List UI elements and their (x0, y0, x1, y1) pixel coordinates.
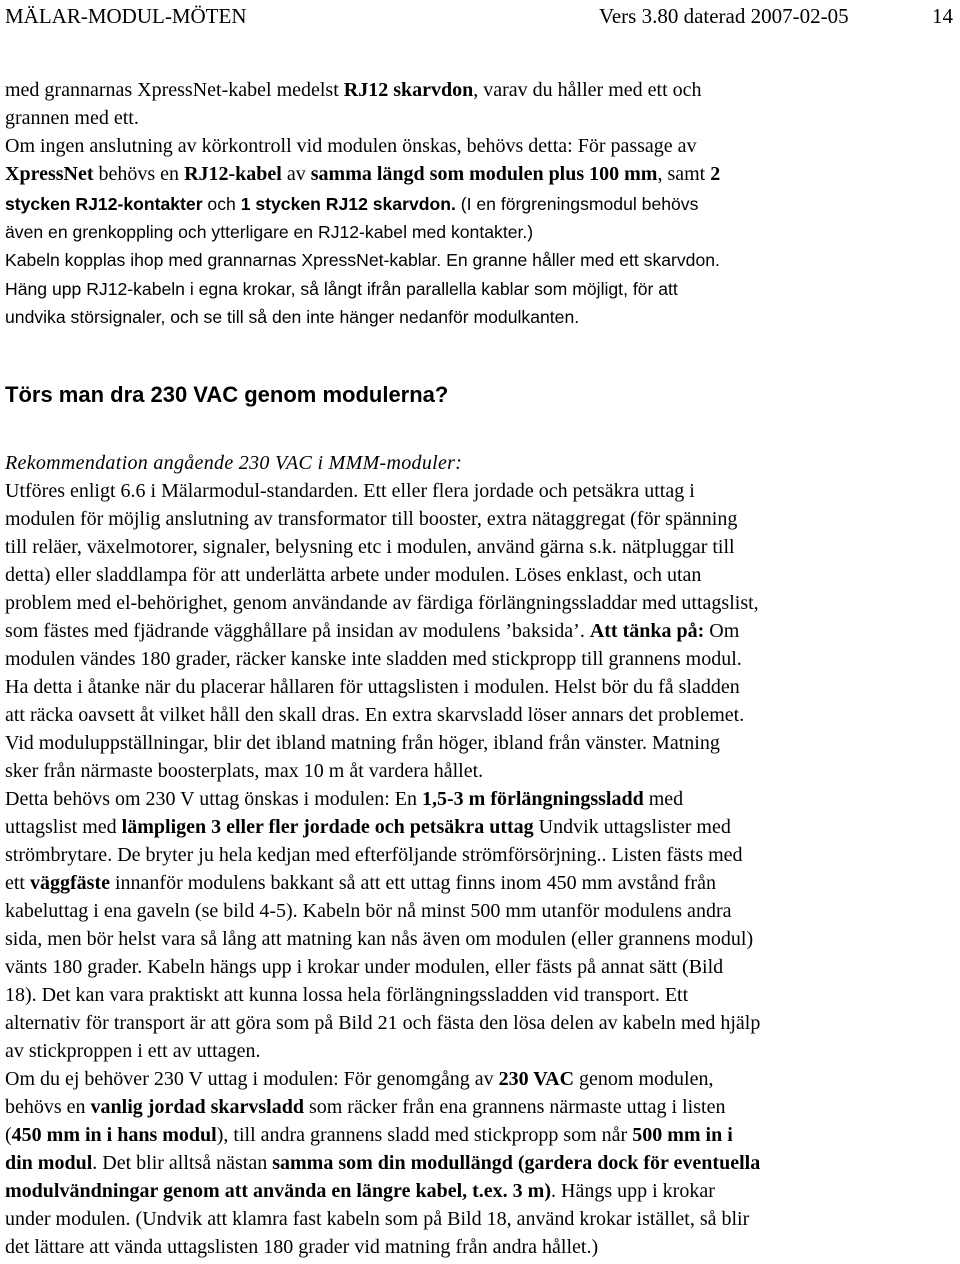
text-line: modulvändningar genom att använda en längre kabel, t.ex. 3 m). Hängs upp i krokar (5, 1180, 715, 1202)
text-line: stycken RJ12-kontakter och 1 stycken RJ12 skarvdon. (I en förgreningsmodul behövs (5, 194, 699, 214)
text-line: Om du ej behöver 230 V uttag i modulen: För genomgång av 230 VAC genom modulen, (5, 1068, 714, 1090)
text-line: med grannarnas XpressNet-kabel medelst RJ12 skarvdon, varav du håller med ett och (5, 79, 702, 101)
section-heading: Törs man dra 230 VAC genom modulerna? (5, 382, 449, 407)
text-line: även en grenkoppling och ytterligare en RJ12-kabel med kontakter.) (5, 222, 534, 243)
text-line: det lättare att vända uttagslisten 180 grader vid matning från andra hållet.) (5, 1236, 599, 1258)
text-line: Vid moduluppställningar, blir det ibland matning från höger, ibland från vänster. Matning (5, 732, 720, 754)
text-line: strömbrytare. De bryter ju hela kedjan med efterföljande strömförsörjning.. Listen fästs med (5, 844, 743, 866)
page-number: 14 (932, 4, 953, 28)
text-line: Häng upp RJ12-kabeln i egna krokar, så långt ifrån parallella kablar som möjligt, för att (5, 278, 678, 299)
text-line: uttagslist med lämpligen 3 eller fler jordade och petsäkra uttag Undvik uttagslister med (5, 816, 731, 838)
text-line: alternativ för transport är att göra som på Bild 21 och fästa den lösa delen av kabeln med hjälp (5, 1012, 761, 1034)
document-title: MÄLAR-MODUL-MÖTEN (5, 4, 247, 28)
text-line: XpressNet behövs en RJ12-kabel av samma längd som modulen plus 100 mm, samt 2 (5, 163, 721, 185)
text-line: till reläer, växelmotorer, signaler, belysning etc i modulen, använd gärna s.k. nätpluggar till (5, 536, 735, 558)
text-line: under modulen. (Undvik att klamra fast kabeln som på Bild 18, använd krokar istället, så blir (5, 1208, 750, 1230)
text-line: behövs en vanlig jordad skarvsladd som räcker från ena grannens närmaste uttag i listen (5, 1096, 726, 1118)
text-line: modulen vändes 180 grader, räcker kanske inte sladden med stickpropp till grannens modul. (5, 648, 742, 670)
text-line: att räcka oavsett åt vilket håll den skall dras. En extra skarvsladd löser annars det problemet. (5, 704, 745, 726)
version-info: Vers 3.80 daterad 2007-02-05 (599, 4, 849, 28)
text-line: din modul. Det blir alltså nästan samma som din modullängd (gardera dock för eventuella (5, 1152, 761, 1174)
text-line: av stickproppen i ett av uttagen. (5, 1040, 261, 1062)
text-line: kabeluttag i ena gaveln (se bild 4-5). Kabeln bör nå minst 500 mm utanför modulens andra (5, 900, 732, 922)
section-subheading: Rekommendation angående 230 VAC i MMM-moduler: (5, 452, 463, 474)
page-header (5, 4, 953, 32)
paragraph-rj12 (5, 190, 957, 331)
text-line: Kabeln kopplas ihop med grannarnas XpressNet-kablar. En granne håller med ett skarvdon. (5, 250, 720, 271)
text-line: modulen för möjlig anslutning av transformator till booster, extra nätaggregat (för spänning (5, 508, 738, 530)
paragraph-intro (5, 76, 957, 188)
text-line: vänts 180 grader. Kabeln hängs upp i krokar under modulen, eller fästs på annat sätt (Bild (5, 956, 724, 978)
text-line: ett väggfäste innanför modulens bakkant så att ett uttag finns inom 450 mm avstånd från (5, 872, 716, 894)
text-line: som fästes med fjädrande vägghållare på insidan av modulens ’baksida’. Att tänka på: Om (5, 620, 740, 642)
text-line: problem med el-behörighet, genom användande av färdiga förlängningssladdar med uttagslist, (5, 592, 759, 614)
text-line: (450 mm in i hans modul), till andra grannens sladd med stickpropp som når 500 mm in i (5, 1124, 733, 1146)
text-line: undvika störsignaler, och se till så den inte hänger nedanför modulkanten. (5, 306, 580, 327)
text-line: Ha detta i åtanke när du placerar hållaren för uttagslisten i modulen. Helst bör du få sladden (5, 676, 740, 698)
text-line: Om ingen anslutning av körkontroll vid modulen önskas, behövs detta: För passage av (5, 135, 697, 157)
text-line: grannen med ett. (5, 107, 139, 129)
text-line: Utföres enligt 6.6 i Mälarmodul-standarden. Ett eller flera jordade och petsäkra uttag i (5, 480, 695, 502)
text-line: 18). Det kan vara praktiskt att kunna lossa hela förlängningssladden vid transport. Ett (5, 984, 689, 1006)
text-line: detta) eller sladdlampa för att underlätta arbete under modulen. Löses enklast, och utan (5, 564, 702, 586)
text-line: sida, men bör helst vara så lång att matning kan nås även om modulen (eller grannens modul) (5, 928, 754, 950)
text-line: sker från närmaste boosterplats, max 10 m åt vardera hållet. (5, 760, 484, 782)
text-line: Detta behövs om 230 V uttag önskas i modulen: En 1,5-3 m förlängningssladd med (5, 788, 684, 810)
paragraph-230vac (5, 477, 957, 1261)
